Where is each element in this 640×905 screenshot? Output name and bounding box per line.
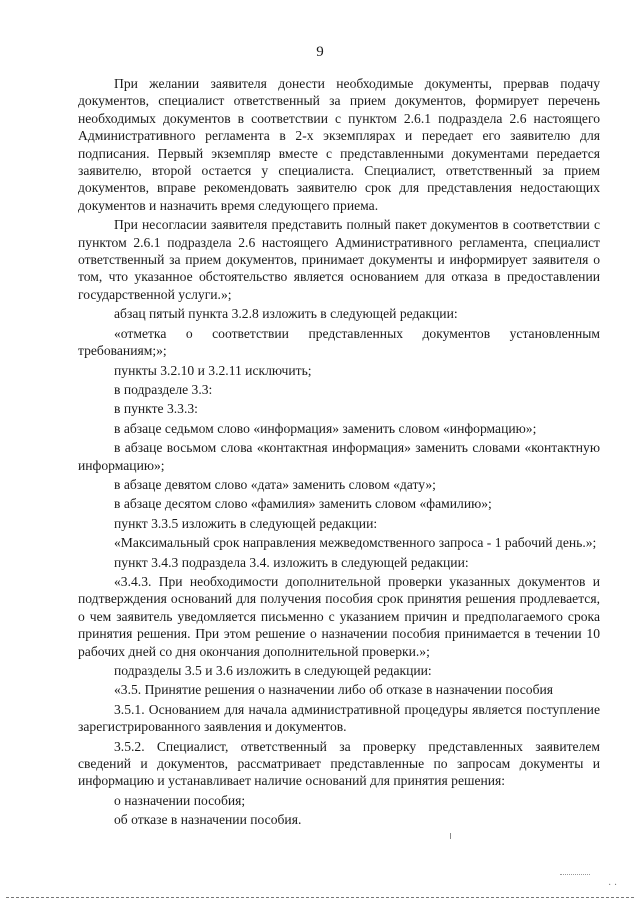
- paragraph-13: «Максимальный срок направления межведомственного запроса - 1 рабочий день.»;: [114, 535, 597, 551]
- paragraph-14: пункт 3.4.3 подраздела 3.4. изложить в следующей редакции:: [114, 554, 469, 570]
- paragraph-3: абзац пятый пункта 3.2.8 изложить в следующей редакции:: [114, 306, 458, 322]
- paragraph-2: При несогласии заявителя представить полный пакет документов в соответствии с пунктом 2.6.1 подраздела 2.6 настоящего Административного регламента, специалист ответственный за прием документов, принимает документы и информирует заявителя о том, что указанное обстоятельство является основанием для отказа в предоставлении государственной услуги.»;: [78, 217, 600, 302]
- paragraph-12: пункт 3.3.5 изложить в следующей редакции:: [114, 515, 378, 531]
- paragraph-16: подразделы 3.5 и 3.6 изложить в следующей редакции:: [114, 663, 432, 678]
- paragraph-7: в пункте 3.3.3:: [114, 401, 198, 417]
- document-body: [78, 75, 600, 829]
- paragraph-17: «3.5. Принятие решения о назначении либо об отказе в назначении пособия: [114, 682, 554, 698]
- paragraph-19: 3.5.2. Специалист, ответственный за проверку представленных заявителем сведений и документов, рассматривает представленные по запросам документы и информацию и устанавливает наличие оснований для принятия решения:: [78, 738, 600, 789]
- paragraph-10: в абзаце девятом слово «дата» заменить словом «дату»;: [114, 476, 436, 492]
- paragraph-11: в абзаце десятом слово «фамилия» заменить словом «фамилию»;: [114, 496, 492, 512]
- paragraph-18: 3.5.1. Основанием для начала административной процедуры является поступление зарегистрированного заявления и документов.: [78, 701, 600, 735]
- paragraph-15: «3.4.3. При необходимости дополнительной проверки указанных документов и подтверждения оснований для получения пособия срок принятия решения продлевается, о чем заявитель уведомляется письменно с указанием причин и предполагаемого срока принятия решения. При этом решение о назначении пособия принимается в течении 10 рабочих дней со дня окончания дополнительной проверки.»;: [78, 573, 600, 659]
- page-number: 9: [316, 44, 324, 60]
- scan-mark: [450, 833, 451, 839]
- paragraph-20: о назначении пособия;: [114, 792, 246, 808]
- paragraph-5: пункты 3.2.10 и 3.2.11 исключить;: [114, 362, 312, 378]
- paragraph-6: в подразделе 3.3:: [114, 381, 213, 397]
- paragraph-1: При желании заявителя донести необходимые документы, прервав подачу документов, специалист ответственный за прием документов, формирует перечень необходимых документов в соответствии с пунктом 2.6.1 подраздела 2.6 настоящего Административного регламента в 2-х экземплярах и передает его заявителю для подписания. Первый экземпляр вместе с представленными документами передается заявителю, второй остается у специалиста. Специалист, ответственный за прием документов, вправе рекомендовать заявителю срок для представления недостающих документов и назначить время следующего приема.: [78, 76, 600, 213]
- scan-artifact: [560, 868, 590, 875]
- paragraph-21: об отказе в назначении пособия.: [114, 812, 302, 828]
- bottom-scan-rule: [6, 897, 634, 900]
- paragraph-8: в абзаце седьмом слово «информация» заменить словом «информацию»;: [114, 420, 537, 436]
- corner-artifact: · ·: [608, 880, 618, 891]
- paragraph-9: в абзаце восьмом слова «контактная информация» заменить словами «контактную информацию»;: [78, 440, 600, 473]
- paragraph-4: «отметка о соответствии представленных документов установленным требованиям;»;: [78, 325, 600, 359]
